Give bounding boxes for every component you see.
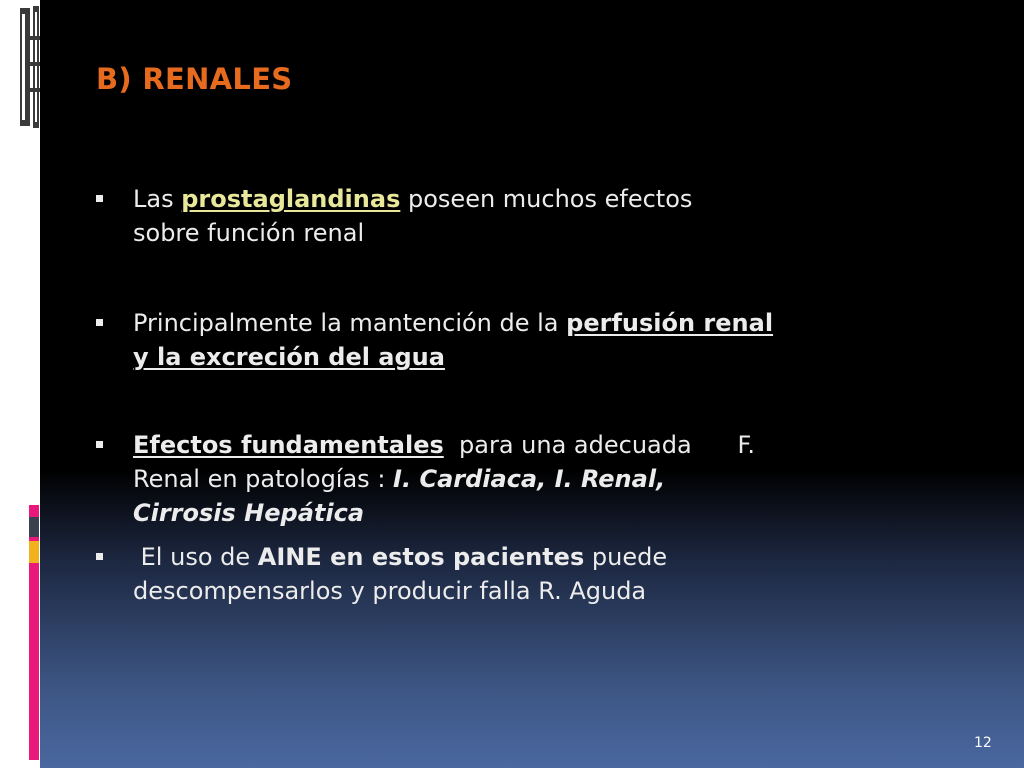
emphasized-term: y la excreción del agua (133, 343, 445, 371)
window-lines-icon (0, 0, 40, 130)
square-bullet-icon (96, 319, 103, 326)
bullet-item-efectos (96, 428, 886, 530)
square-bullet-icon (96, 441, 103, 448)
bullet-text: para una adecuada (459, 431, 692, 459)
bullet-item-perfusion (96, 306, 886, 374)
emphasized-term: Efectos fundamentales (133, 431, 444, 459)
emphasized-term: I. Cardiaca, I. Renal, (393, 465, 666, 493)
square-bullet-icon (96, 553, 103, 560)
bullet-text: F. (737, 431, 756, 459)
emphasized-term: perfusión renal (566, 309, 774, 337)
emphasized-term: Cirrosis Hepática (133, 499, 365, 527)
bullet-text: Principalmente la mantención de la (133, 309, 559, 337)
bullet-text: sobre función renal (133, 219, 365, 247)
page-number: 12 (974, 735, 992, 751)
bullet-text: poseen muchos efectos (408, 185, 693, 213)
bullet-text: Las (133, 185, 174, 213)
bullet-item-prostaglandinas (96, 182, 886, 250)
bullet-text: Renal en patologías : (133, 465, 386, 493)
square-bullet-icon (96, 195, 103, 202)
highlighted-term: prostaglandinas (181, 185, 401, 213)
bullet-item-aine (96, 540, 886, 608)
slide-title: B) RENALES (96, 62, 293, 96)
bullet-text: puede (591, 543, 668, 571)
emphasized-term: AINE en estos pacientes (257, 543, 585, 571)
bullet-text: descompensarlos y producir falla R. Aguda (133, 577, 647, 605)
left-decorative-strip (0, 0, 40, 768)
color-bars-decoration (0, 505, 40, 765)
bullet-text: El uso de (140, 543, 251, 571)
